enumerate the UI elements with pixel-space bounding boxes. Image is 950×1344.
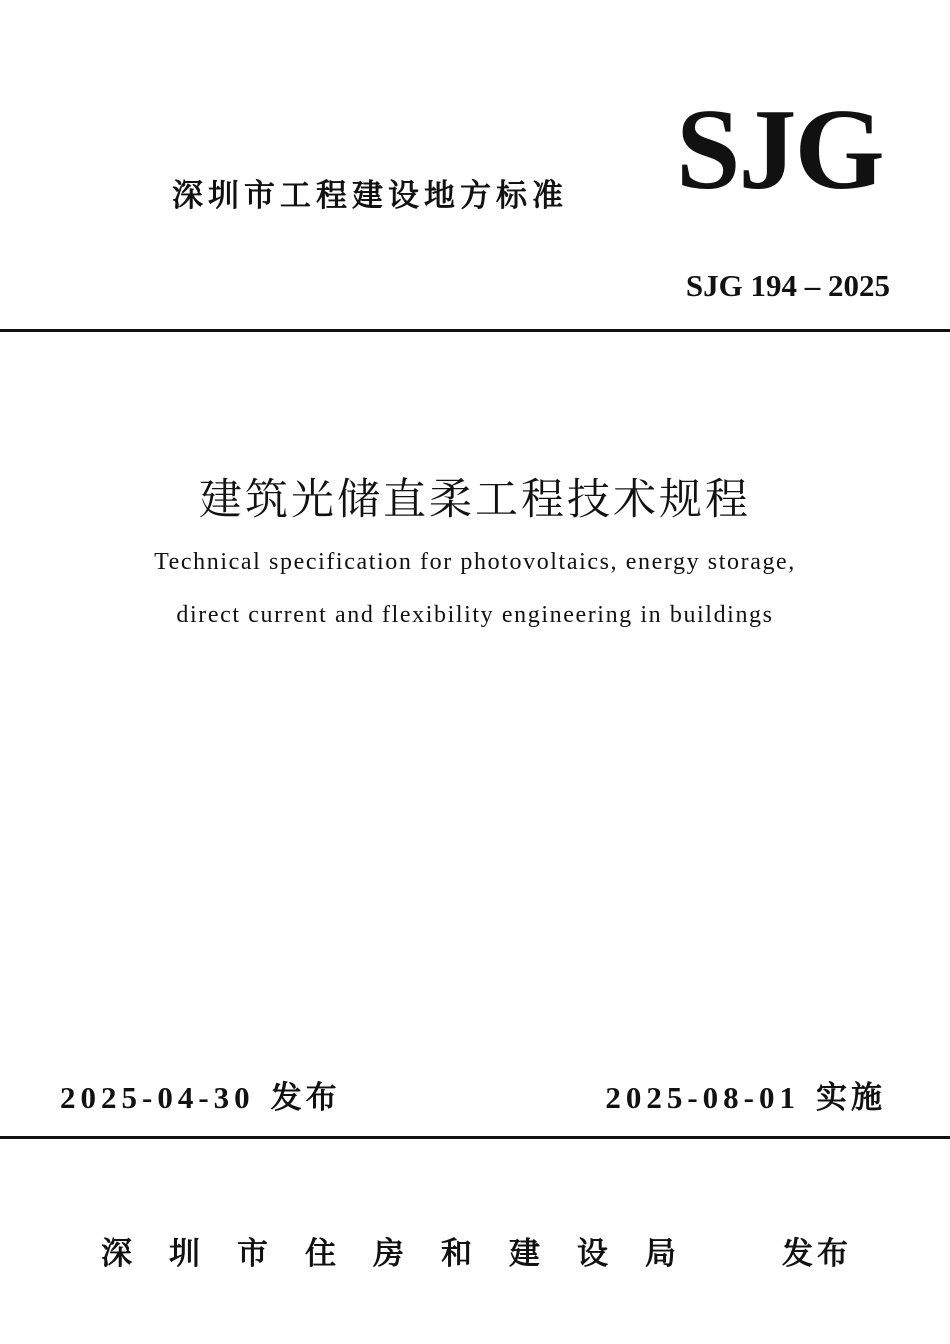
document-title-english-line-1: Technical specification for photovoltaics, energy storage, [154,549,796,575]
implementation-label: 实施 [816,1080,886,1116]
bottom-divider [0,1136,950,1139]
implementation-date: 2025-08-01 [605,1080,800,1115]
standard-type-label: 深圳市工程建设地方标准 [172,178,568,214]
publisher-name: 深圳市住房和建设局 [101,1236,713,1272]
issue-date-block [60,1072,341,1117]
issue-label: 发布 [270,1080,341,1116]
top-divider [0,329,950,332]
publish-label: 发布 [782,1236,852,1272]
implementation-date-block [605,1072,886,1117]
issue-date: 2025-04-30 [60,1080,255,1115]
document-title-english-line-2: direct current and flexibility engineering in buildings [176,602,774,628]
standard-number: SJG 194 – 2025 [685,268,890,303]
document-title-chinese: 建筑光储直柔工程技术规程 [199,475,751,525]
sjg-logo: SJG [676,86,883,214]
